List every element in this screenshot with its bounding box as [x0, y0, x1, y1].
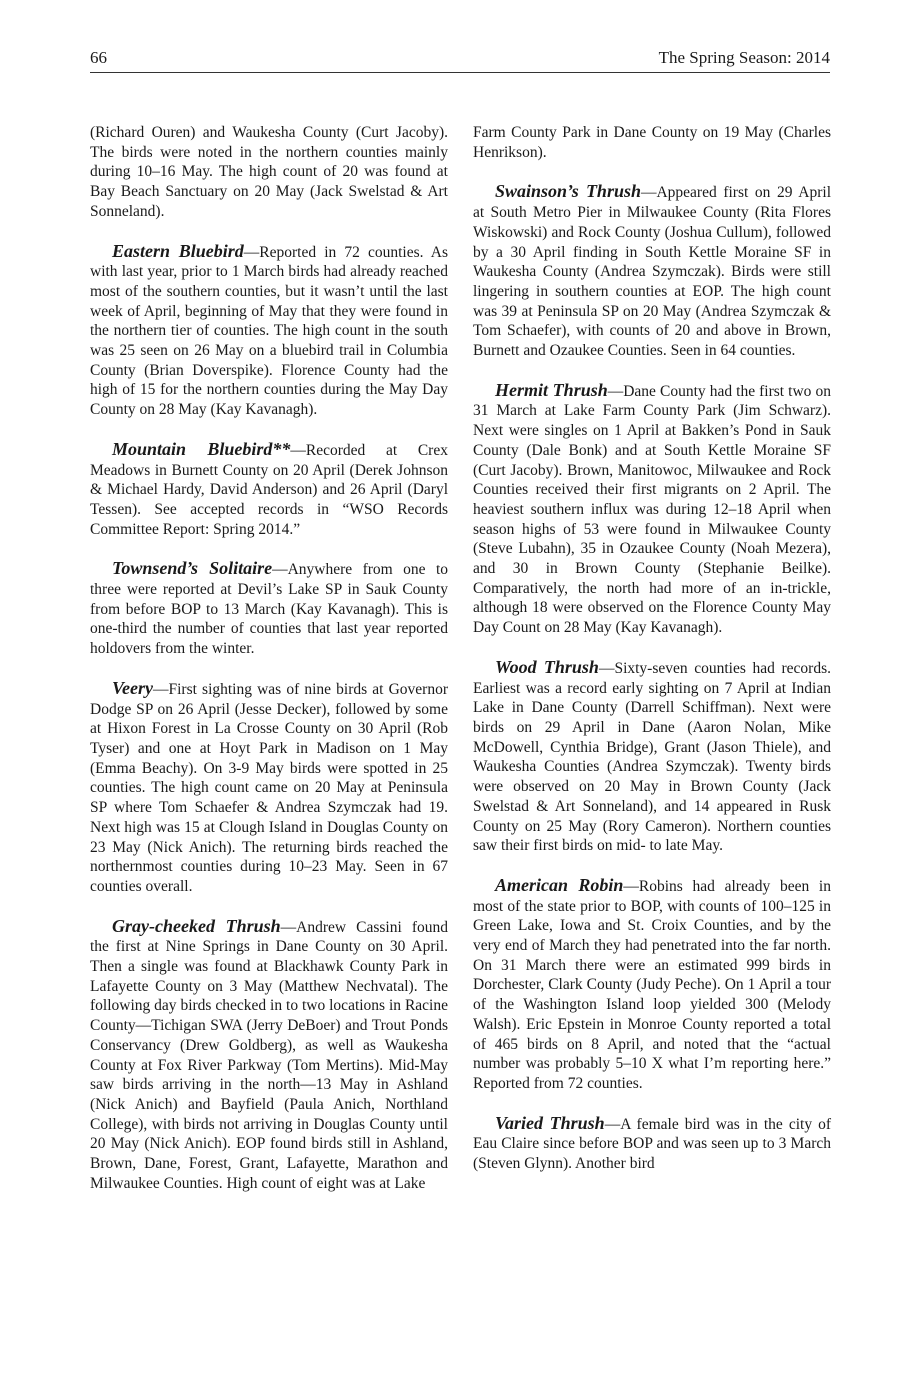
species-name: Townsend’s Solitaire: [112, 558, 273, 579]
paragraph-text: (Richard Ouren) and Waukesha County (Curt Jacoby). The birds were noted in the northern counties mainly during 10–16 May. The high count of 20 was found at Bay Beach Sanctuary on 20 May (Jack Swelstad & Art Sonneland).: [90, 124, 448, 220]
species-account: [90, 242, 448, 420]
paragraph-continuation: [473, 123, 831, 162]
page-header: [90, 48, 830, 68]
running-title: The Spring Season: 2014: [658, 48, 830, 67]
species-text: —Reported in 72 counties. As with last year, prior to 1 March birds had already reached most of the southern counties, but it wasn’t until the last week of April, beginning of May that they were found in the northern tier of counties. The high count in the south was 25 seen on 26 May on a bluebird trail in Columbia County (Brian Doverspike). Florence County had the high of 15 for the northern counties during the May Day County on 28 May (Kay Kavanagh).: [90, 243, 449, 419]
species-name: Hermit Thrush: [495, 379, 608, 400]
species-account: [473, 381, 831, 638]
species-name: Gray-cheeked Thrush: [112, 915, 281, 936]
paragraph-text: Farm County Park in Dane County on 19 May (Charles Henrikson).: [473, 124, 831, 161]
species-name: Swainson’s Thrush: [495, 181, 641, 202]
species-account: [90, 679, 448, 897]
species-account: [473, 658, 831, 856]
species-text: —Andrew Cassini found the first at Nine Springs in Dane County on 30 April. Then a single was found at Blackhawk County Park in Lafayette County on 3 May (Matthew Nechvatal). The following day birds checked in to two locations in Racine County—Tichigan SWA (Jerry DeBoer) and Trout Ponds Conservancy (Drew Goldberg), as well as Waukesha County at Fox River Parkway (Tom Mertins). Mid-May saw birds arriving in the north—13 May in Ashland (Nick Anich) and Bayfield (Paula Anich, Northland College), with birds not arriving in Douglas County until 20 May (Nick Anich). EOP found birds still in Ashland, Brown, Dane, Forest, Grant, Lafayette, Marathon and Milwaukee Counties. High count of eight was at Lake: [90, 918, 448, 1192]
species-name: Varied Thrush: [495, 1112, 605, 1133]
species-text: —Sixty-seven counties had records. Earliest was a record early sighting on 7 April at Indian Lake in Dane County (Darrell Schiffman). Next were birds on 29 April in Dane (Aaron Nolan, Mike McDowell, Cynthia Bridge), Grant (Jason Thiele), and Waukesha Counties (Andrea Szymczak). Twenty birds were observed on 20 May in Brown County (Jack Swelstad & Art Sonneland), and 14 appeared in Rusk County on 25 May (Rory Cameron). Northern counties saw their first birds on mid- to late May.: [473, 659, 831, 855]
species-text: —A female bird was in the city of Eau Claire since before BOP and was seen up to 3 March (Steven Glynn). Another bird: [473, 1115, 831, 1173]
species-text: —Recorded at Crex Meadows in Burnett County on 20 April (Derek Johnson & Michael Hardy, David Anderson) and 26 April (Daryl Tessen). See accepted records in “WSO Records Committee Report: Spring 2014.”: [90, 441, 448, 538]
page-number: 66: [90, 48, 107, 67]
species-account: [473, 876, 831, 1094]
species-name: American Robin: [495, 874, 624, 895]
species-name: Wood Thrush: [495, 656, 599, 677]
header-rule: [90, 72, 830, 73]
species-name: Mountain Bluebird**: [112, 438, 291, 459]
right-column: [473, 123, 831, 1194]
species-text: —Anywhere from one to three were reported at Devil’s Lake SP in Sauk County from before BOP to 13 March (Kay Kavanagh). This is one-third the number of counties that last year reported holdovers from the winter.: [90, 561, 448, 658]
paragraph-continuation: [90, 123, 448, 222]
species-account: [90, 917, 448, 1194]
species-account: [90, 559, 448, 659]
species-name: Eastern Bluebird: [112, 240, 244, 261]
species-text: —Appeared first on 29 April at South Metro Pier in Milwaukee County (Rita Flores Wiskowski) and Rock County (Joshua Cullum), followed by a 30 April finding in South Kettle Moraine SF in Waukesha County (Andrea Szymczak). Birds were still lingering in southern counties at EOP. The high count was 39 at Peninsula SP on 20 May (Andrea Szymczak & Tom Schaefer), with counts of 20 and above in Brown, Burnett and Ozaukee Counties. Seen in 64 counties.: [473, 184, 831, 360]
species-text: —Robins had already been in most of the state prior to BOP, with counts of 100–125 in Green Lake, Iowa and St. Croix Counties, and by the very end of March they had penetrated into the far north. On 31 March there were an estimated 999 birds in Dorchester, Clark County (Judy Peche). On 1 April a tour of the Washington Island loop yielded 300 (Melody Walsh). Eric Epstein in Monroe County reported a total of 465 birds on 8 April, and noted that the “actual number was probably 5–10 X what I’m reporting here.” Reported from 72 counties.: [473, 877, 831, 1092]
species-account: [473, 1114, 831, 1174]
species-text: —First sighting was of nine birds at Governor Dodge SP on 26 April (Jesse Decker), followed by some at Hixon Forest in La Crosse County on 30 April (Rob Tyser) and one at Hoyt Park in Madison on 1 May (Emma Beachy). On 3-9 May birds were spotted in 25 counties. The high count came on 20 May at Peninsula SP where Tom Schaefer & Andrea Szymczak had 19. Next high was 15 at Clough Island in Douglas County on 23 May (Nick Anich). The returning birds reached the northernmost counties during 10–23 May. Seen in 67 counties overall.: [90, 680, 448, 895]
left-column: [90, 123, 448, 1213]
species-account: [90, 440, 448, 540]
species-name: Veery: [112, 677, 153, 698]
species-text: —Dane County had the first two on 31 March at Lake Farm County Park (Jim Schwarz). Next were singles on 1 April at Bakken’s Pond in Sauk County (Dale Bonk) and at South Kettle Moraine SF (Curt Jacoby). Brown, Manitowoc, Milwaukee and Rock Counties received their first migrants on 2 April. The heaviest southern influx was during 12–18 April when season highs of 53 were found in Milwaukee County (Steve Lubahn), 35 in Ozaukee County (Noah Mezera), and 30 in Brown County (Stephanie Beilke). Comparatively, the north had more of an in-trickle, although 18 were observed on the Florence County May Day Count on 28 May (Kay Kavanagh).: [473, 382, 831, 637]
species-account: [473, 182, 831, 360]
